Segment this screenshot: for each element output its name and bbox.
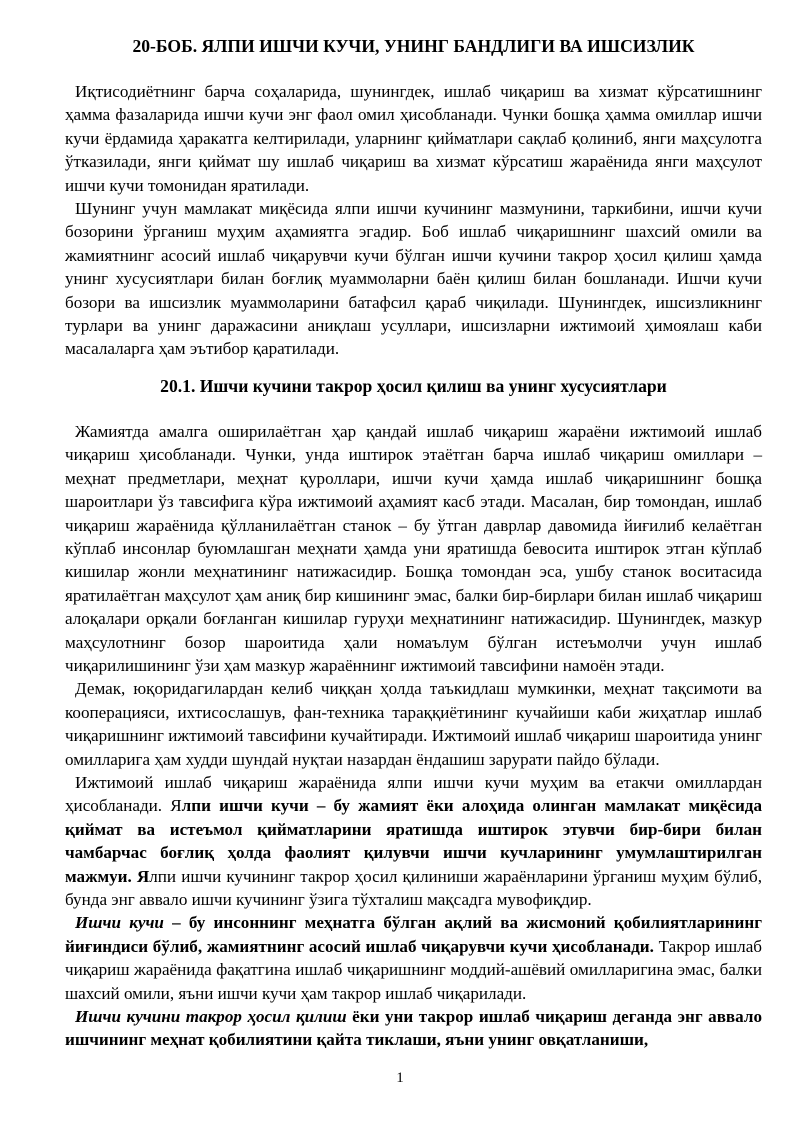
term-bold-italic: Ишчи кучи <box>75 913 164 933</box>
section-title: 20.1. Ишчи кучини такрор ҳосил қилиш ва унинг хусусиятлари <box>160 375 667 396</box>
document-page <box>65 34 762 1052</box>
section-paragraph-2: Демак, юқоридагилардан келиб чиққан ҳолда таъкидлаш мумкинки, меҳнат тақсимоти ва кооперацияси, ихтисослашув, фан-техника тараққиётининг кучайиши каби жиҳатлар ишлаб чиқаришнинг ижтимоий тавсифини кучайтиради. Ижтимоий ишлаб чиқариш шароитида унинг омилларига ҳам худди шундай нуқтаи назардан ёндашиш зарурати пайдо бўлади. <box>65 679 762 769</box>
section-paragraph-1: Жамиятда амалга оширилаётган ҳар қандай ишлаб чиқариш жараёни ижтимоий ишлаб чиқариш ҳисобланади. Чунки, унда иштирок этаётган барча ишлаб чиқариш омиллари – меҳнат предметлари, меҳнат қуроллари, ишчи кучи ҳамда ишлаб чиқаришнинг бошқа шароитлари ўз тавсифига кўра ижтимоий аҳамият касб этади. Масалан, бир томондан, ишлаб чиқариш жараёнида қўлланилаётган станок – бу ўтган даврлар давомида йиғилиб келаётган кўплаб инсонлар буюмлашган меҳнати ҳамда уни яратишда бевосита иштирок этган кўплаб кишилар жонли меҳнатининг натижасидир. Бошқа томондан эса, ушбу станок воситасида яратилаётган маҳсулот ҳам аниқ бир кишининг эмас, балки бир-бирлари билан ишлаб чиқариш алоқалари орқали боғланган кишилар гуруҳи меҳнатининг натижасидир. Шунингдек, мазкур маҳсулотнинг бозор шароитида ҳали номаълум бўлган истеъмолчи учун ишлаб чиқарилишининг ўзи ҳам мазкур жараённинг ижтимоий тавсифини намоён этади. <box>65 421 762 675</box>
definition-bold-text: лпи ишчи кучи – бу жамият ёки алоҳида олинган мамлакат миқёсида қиймат ва истеъмол қийматларини яратишда иштирок этувчи бир-бири билан чамбарчас боғлиқ ҳолда фаолият қилувчи ишчи кучларининг умумлаштирилган мажмуи. Я <box>65 796 763 886</box>
paragraph-text: Ижтимоий ишлаб чиқариш жараёнида ялпи ишчи кучи муҳим ва етакчи омиллардан ҳисобланади. Я <box>65 772 762 816</box>
intro-paragraph-2: Шунинг учун мамлакат миқёсида ялпи ишчи кучининг мазмунини, таркибини, ишчи кучи бозорини ўрганиш муҳим аҳамиятга эгадир. Боб ишлаб чиқаришнинг шахсий омили ва жамиятнинг асосий ишлаб чиқарувчи кучи бўлган ишчи кучини такрор ҳосил қилиш ҳамда унинг хусусиятлари билан боғлиқ муаммоларни баён қилиш билан бошланади. Ишчи кучи бозори ва ишсизлик муаммоларини батафсил қараб чиқилади. Шунингдек, ишсизликнинг турлари ва унинг даражасини аниқлаш усуллари, ишсизларни ижтимоий ҳимоялаш каби масалаларга ҳам эътибор қаратилади. <box>65 199 762 359</box>
section-paragraph-3 <box>65 771 762 911</box>
chapter-title: 20-БОБ. ЯЛПИ ИШЧИ КУЧИ, УНИНГ БАНДЛИГИ ВА ИШСИЗЛИК <box>132 36 695 56</box>
term-bold-italic: Ишчи кучини такрор ҳосил қилиш <box>75 1007 347 1027</box>
definition-bold-text: – бу инсоннинг меҳнатга бўлган ақлий ва жисмоний қобилиятларининг йиғиндиси бўлиб, жамиятнинг асосий ишлаб чиқарувчи кучи ҳисобланади. <box>65 913 762 956</box>
paragraph-text: Такрор ишлаб чиқариш жараёнида фақатгина ишлаб чиқаришнинг моддий-ашёвий омилларигина эмас, балки шахсий омили, яъни ишчи кучи ҳам такрор ишлаб чиқарилади. <box>65 936 762 1003</box>
section-paragraph-4 <box>65 911 762 1005</box>
section-paragraph-5 <box>65 1005 762 1052</box>
page-number: 1 <box>396 1070 404 1086</box>
paragraph-text: лпи ишчи кучининг такрор ҳосил қилиниши жараёнларини ўрганиш муҳим бўлиб, бунда энг аввало ишчи кучининг ўзига тўхталиш мақсадга мувофиқдир. <box>65 866 762 909</box>
definition-bold-text: ёки уни такрор ишлаб чиқариш деганда энг аввало ишчининг меҳнат қобилиятини қайта тиклаши, яъни унинг овқатланиши, <box>65 1007 762 1050</box>
intro-paragraph-1: Иқтисодиётнинг барча соҳаларида, шунингдек, ишлаб чиқариш ва хизмат кўрсатишнинг ҳамма фазаларида ишчи кучи энг фаол омил ҳисобланади. Чунки бошқа ҳамма омиллар ишчи кучи ёрдамида ҳаракатга келтирилади, уларнинг қийматлари сақлаб қолиниб, янги маҳсулотга ўтказилади, янги қиймат шу ишлаб чиқариш ва хизмат кўрсатиш жараёнида янги маҳсулот ишчи кучи томонидан яратилади. <box>65 82 762 195</box>
